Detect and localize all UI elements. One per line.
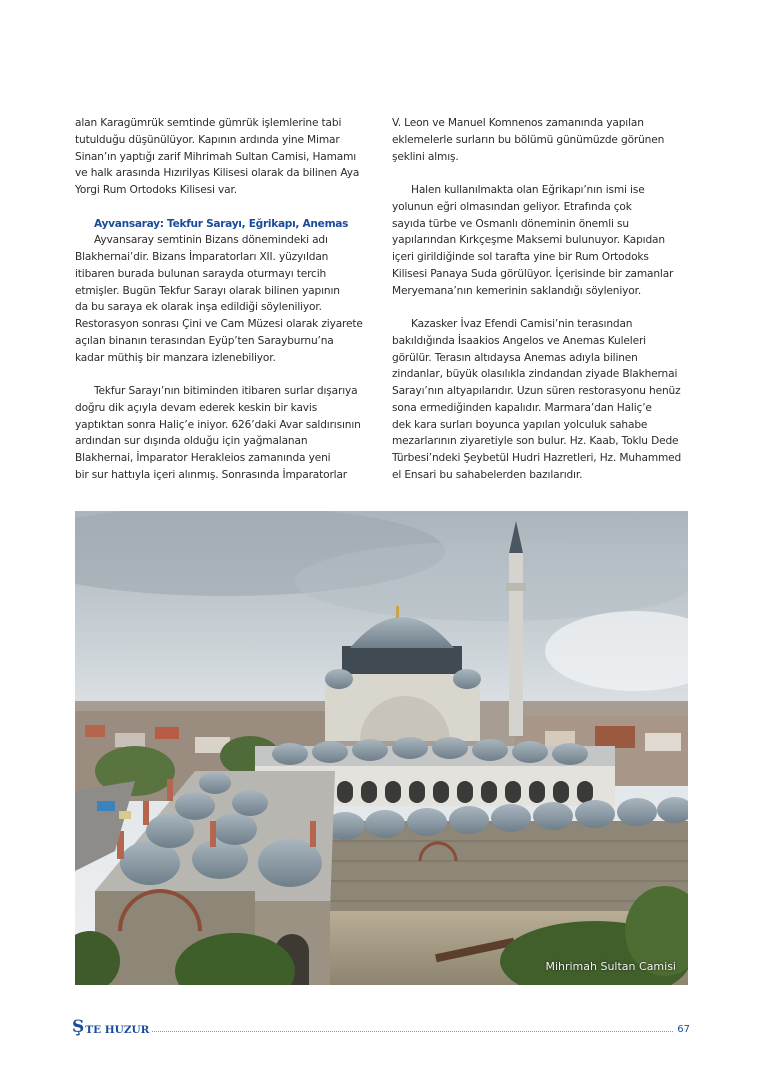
text-line: V. Leon ve Manuel Komnenos zamanında yapılan <box>392 117 644 129</box>
page-number: 67 <box>677 1024 690 1035</box>
text-line: açılan binanın terasından Eyüp’ten Sarayburnu’na <box>75 334 334 347</box>
text-line: el Ensari bu sahabelerden bazılarıdır. <box>392 468 583 481</box>
page-footer <box>72 1014 690 1036</box>
text-line: yolunun eğri olmasından geliyor. Etrafında çok <box>392 200 632 213</box>
text-line: Meryemana’nın kemerinin saklandığı söyleniyor. <box>392 284 642 297</box>
text-line: yaptıktan sonra Haliç’e iniyor. 626’daki Avar saldırısının <box>75 418 361 431</box>
text-line: sona ermediğinden kapalıdır. Marmara’dan Haliç’e <box>392 401 652 414</box>
magazine-logo <box>72 1019 149 1036</box>
dotted-leader <box>152 1031 673 1032</box>
text-line: Blakhernai, İmparator Herakleios zamanında yeni <box>75 452 331 464</box>
text-line: zindanlar, büyük olasılıkla zindandan ziyade Blakhernai <box>392 368 678 381</box>
text-line: alan Karagümrük semtinde gümrük işlemlerine tabi <box>75 117 342 129</box>
text-line: içeri girildiğinde sol tarafta yine bir Rum Ortodoks <box>392 251 649 263</box>
text-line: Restorasyon sonrası Çini ve Cam Müzesi olarak ziyarete <box>75 318 363 330</box>
text-line: dek kara surları boyunca yapılan yolculuk sahabe <box>392 418 648 431</box>
text-line: görülür. Terasın altıdaysa Anemas adıyla bilinen <box>392 351 638 364</box>
text-line: sayıda türbe ve Osmanlı döneminin önemli su <box>392 217 629 230</box>
text-line: itibaren burada bulunan sarayda oturmayı tercih <box>75 267 327 280</box>
text-line: Blakhernai’dir. Bizans İmparatorları XII. yüzyıldan <box>75 251 329 263</box>
text-line: Türbesi’ndeki Şeybetül Hudri Hazretleri, Hz. Muhammed <box>392 452 682 464</box>
text-line: Tekfur Sarayı’nın bitiminden itibaren surlar dışarıya <box>94 385 358 397</box>
left-column <box>75 115 375 484</box>
section-heading: Ayvansaray: Tekfur Sarayı, Eğrikapı, Anemas <box>94 217 349 230</box>
photo-caption: Mihrimah Sultan Camisi <box>545 960 676 973</box>
text-line: Kazasker İvaz Efendi Camisi’nin terasından <box>411 318 633 330</box>
right-column <box>392 115 692 484</box>
text-line: Ayvansaray semtinin Bizans dönemindeki adı <box>94 234 328 247</box>
text-line: eklemelerle surların bu bölümü günümüzde görünen <box>392 133 665 146</box>
paragraph-spacer <box>75 199 375 216</box>
text-line: şeklini almış. <box>392 150 459 163</box>
text-line: da bu saraya ek olarak inşa edildiği söyleniliyor. <box>75 301 322 314</box>
text-line: etmişler. Bugün Tekfur Sarayı olarak bilinen yapının <box>75 284 340 297</box>
paragraph-spacer <box>392 299 692 316</box>
logo-text: TE HUZUR <box>85 1024 150 1036</box>
text-line: Sinan’ın yaptığı zarif Mihrimah Sultan Camisi, Hamamı <box>75 150 357 163</box>
text-line: ardından sur dışında olduğu için yağmalanan <box>75 435 308 448</box>
text-line: Sarayı’nın altyapılarıdır. Uzun süren restorasyonu henüz <box>392 385 681 397</box>
text-line: Yorgi Rum Ortodoks Kilisesi var. <box>75 184 237 196</box>
text-line: ve halk arasında Hızırilyas Kilisesi olarak da bilinen Aya <box>75 167 360 180</box>
text-line: Kilisesi Panaya Suda görülüyor. İçerisinde bir zamanlar <box>392 267 674 280</box>
paragraph-spacer <box>75 366 375 383</box>
text-line: doğru dik açıyla devam ederek keskin bir kavis <box>75 401 318 414</box>
text-line: mezarlarının ziyaretiyle son bulur. Hz. Kaab, Toklu Dede <box>392 435 679 448</box>
paragraph-spacer <box>392 165 692 182</box>
text-line: kadar müthiş bir manzara izlenebiliyor. <box>75 351 276 364</box>
text-line: bakıldığında İsaakios Angelos ve Anemas Kuleleri <box>392 334 646 347</box>
mosque-illustration <box>75 511 688 985</box>
text-line: bir sur hattıyla içeri alınmış. Sonrasında İmparatorlar <box>75 468 348 481</box>
text-line: yapılarından Kırkçeşme Maksemi bulunuyor. Kapıdan <box>392 234 665 247</box>
text-line: Halen kullanılmakta olan Eğrikapı’nın ismi ise <box>411 184 645 196</box>
logo-initial: Ş <box>72 1017 85 1037</box>
text-line: tutulduğu düşünülüyor. Kapının ardında yine Mimar <box>75 133 340 146</box>
mosque-photo <box>75 511 688 985</box>
